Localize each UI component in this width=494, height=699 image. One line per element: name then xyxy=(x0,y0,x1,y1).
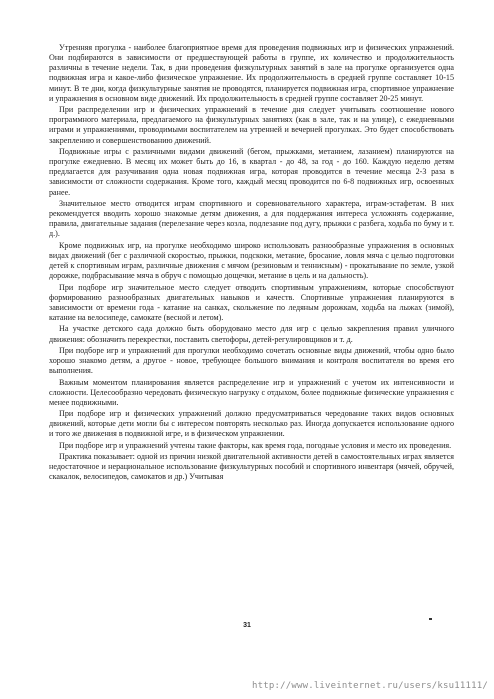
paragraph-traffic-rules: На участке детского сада должно быть оборудовано место для игр с целью закрепления правил уличного движения: обозначить перекрестки, поставить светофоры, детей-регулировщиков и т. д. xyxy=(49,324,454,344)
paragraph-games-planning: Подвижные игры с различными видами движений (бегом, прыжками, метанием, лазанием) планируются на прогулке ежедневно. В месяц их может быть до 16, в квартал - до 48, за год - до 160. Каждую неделю детям предлагается для разучивания одна новая подвижная игра, которая проводится в течение месяца 2-3 раза в зависимости от сложности содержания. Кроме того, каждый месяц проводится по 6-8 подвижных игр, освоенных ранее. xyxy=(49,146,454,197)
paragraph-sport-games: Значительное место отводится играм спортивного и соревновательного характера, играм-эстафетам. В них рекомендуется вводить хорошо знакомые детям движения, а для поддержания интереса усложнять содержание, правила, двигательные задания (перелезание через козла, подлезание под дугу, прыжки с разбега, ходьба по буму и т. д.). xyxy=(49,198,454,239)
body-text xyxy=(49,43,454,484)
paragraph-sport-exercises: При подборе игр значительное место следует отводить спортивным упражнениям, которые способствуют формированию разнообразных двигательных навыков и качеств. Спортивные упражнения планируются в зависимости от времени года - катание на санках, скольжение по ледяным дорожкам, ходьба на лыжах (зимой), катание на велосипеде, самокате (весной и летом). xyxy=(49,282,454,322)
paragraph-morning-walk: Утренняя прогулка - наиболее благоприятное время для проведения подвижных игр и физических упражнений. Они подбираются в зависимости от предшествующей работы в группе, их количество и продолжительность различны в течение недели. Так, в дни проведения физкультурных занятий в зале на прогулке организуется одна подвижная игра и какое-либо физическое упражнение. Их продолжительность в средней группе составляет 10-15 минут. В те дни, когда физкультурные занятия не проводятся, планируется подвижная игра, спортивное упражнение и упражнения в основном виде движений. Их продолжительность в средней группе составляет 20-25 минут. xyxy=(49,43,454,103)
page-number: 31 xyxy=(243,622,251,629)
ink-mark xyxy=(429,618,432,620)
paragraph-exercises: Кроме подвижных игр, на прогулке необходимо широко использовать разнообразные упражнения в основных видах движений (бег с различной скоростью, прыжки, подскоки, метание, бросание, ловля мяча с целью подготовки детей к спортивным играм, различные движения с мячом (резиновым и теннисным) - прокатывание по земле, узкой дорожке, подбрасывание мяча в обруч с помощью дощечки, метание в цель и на дальность). xyxy=(49,240,454,281)
paragraph-combination: При подборе игр и упражнений для прогулки необходимо сочетать основные виды движений, чтобы одно было хорошо знакомо детям, а другое - новое, требующее большого внимания и контроля воспитателя во время его выполнения. xyxy=(49,345,454,376)
paragraph-factors: При подборе игр и упражнений учтены такие факторы, как время года, погодные условия и место их проведения. xyxy=(59,440,452,450)
paragraph-intensity: Важным моментом планирования является распределение игр и упражнений с учетом их интенсивности и сложности. Целесообразно чередовать физическую нагрузку с отдыхом, более подвижные физические упражнения с менее подвижными. xyxy=(49,377,454,407)
paragraph-practice: Практика показывает: одной из причин низкой двигательной активности детей в самостоятельных играх является недостаточное и нерациональное использование физкультурных пособий и спортивного инвентаря (мячей, обручей, скакалок, велосипедов, самокатов и др.) Учитывая xyxy=(49,452,454,482)
watermark-url: http://www.liveinternet.ru/users/ksu11111/ xyxy=(252,681,488,691)
paragraph-alternation: При подборе игр и физических упражнений должно предусматриваться чередование таких видов основных движений, которые дети могли бы с интересом повторять несколько раз. Иногда допускается использование одного и того же движения в подвижной игре, и в физическом упражнении. xyxy=(49,409,454,439)
paragraph-distribution: При распределении игр и физических упражнений в течение дня следует учитывать соотношение нового программного материала, предлагаемого на физкультурных занятиях (как в зале, так и на улице), с ежедневными играми и упражнениями, проводимыми воспитателем на утренней и вечерней прогулках. Это будет способствовать закреплению и совершенствованию движений. xyxy=(49,105,454,145)
